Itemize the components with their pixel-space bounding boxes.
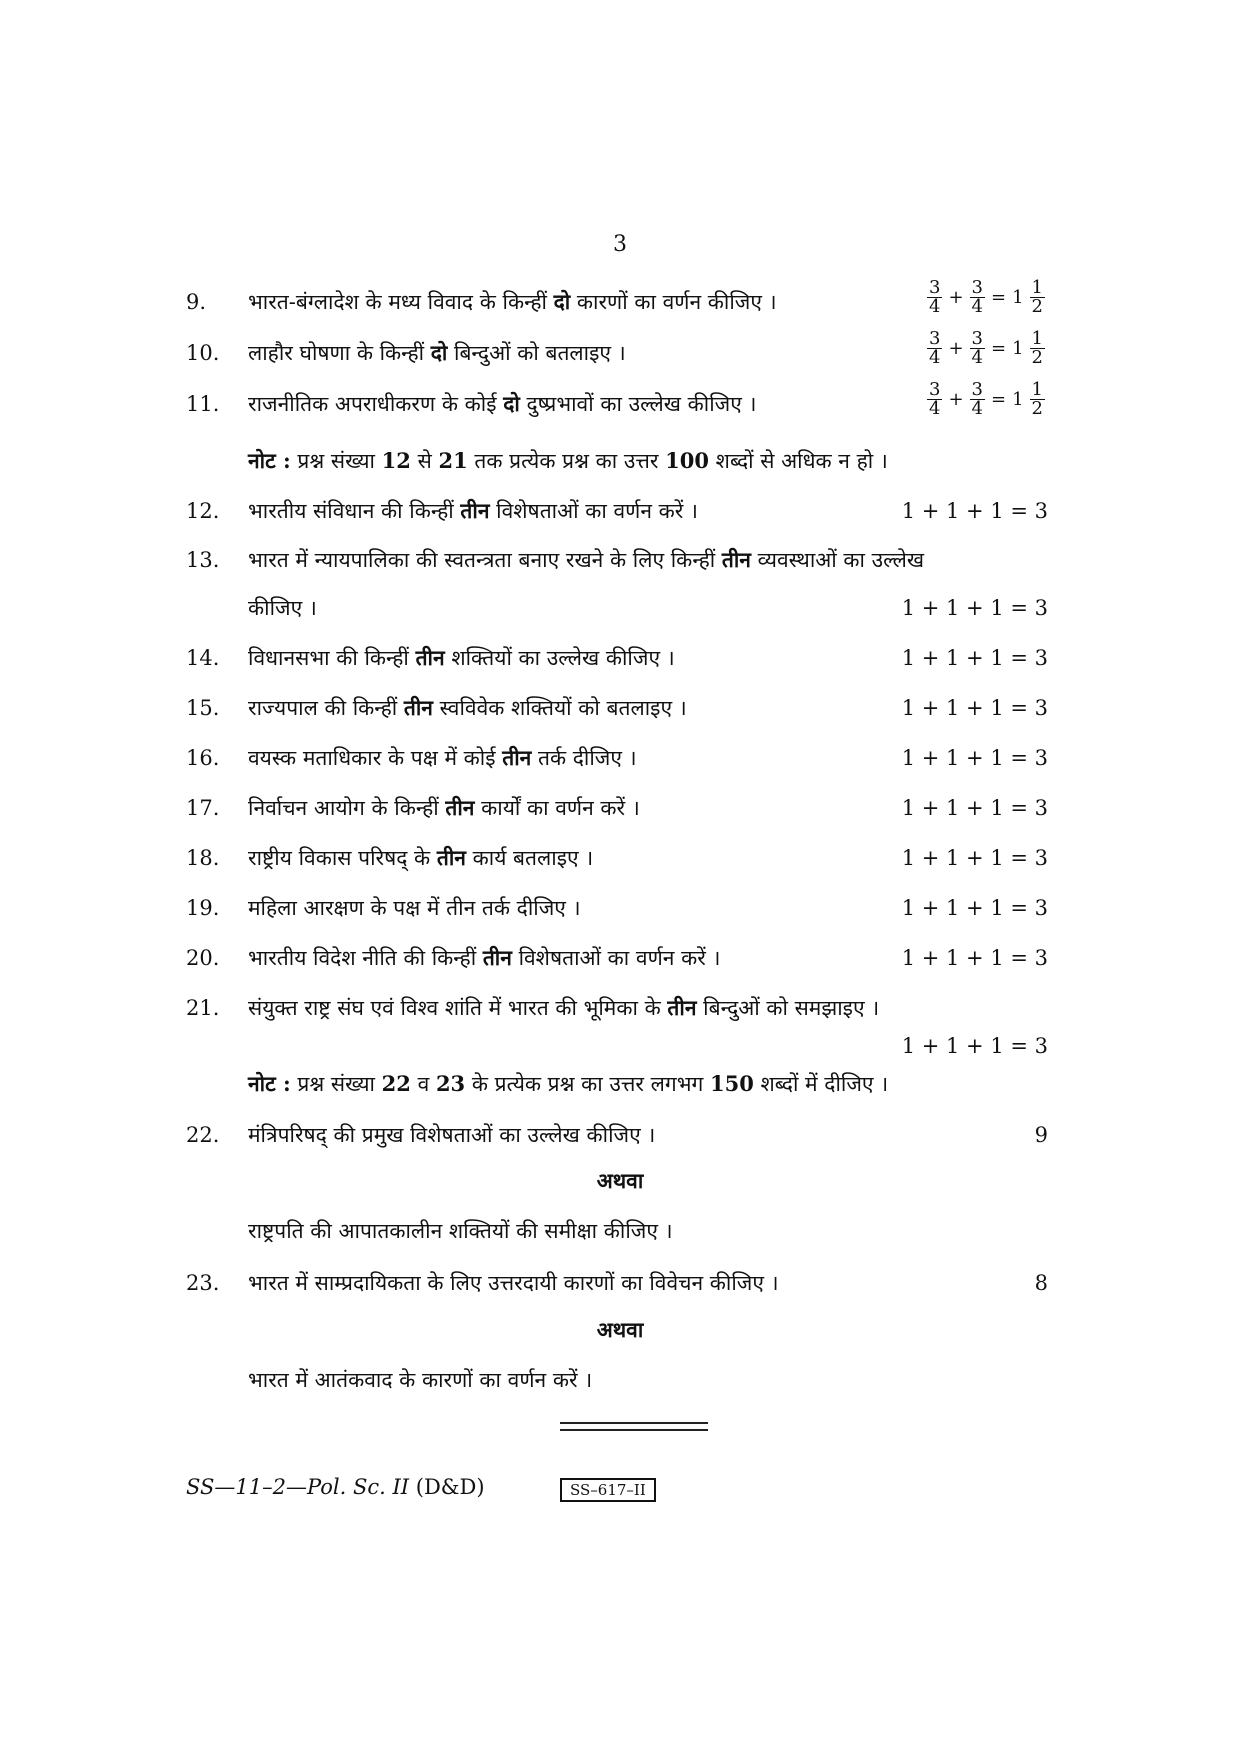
question-text: राष्ट्रीय विकास परिषद् के तीन कार्य बतलाइए । — [248, 845, 594, 870]
marks: 9 — [1034, 1123, 1048, 1147]
question-text-continued: कीजिए । — [248, 596, 317, 620]
question-number: 17. — [186, 796, 220, 820]
question-number: 18. — [186, 846, 220, 870]
question-number: 16. — [186, 746, 220, 770]
alternative-question: राष्ट्रपति की आपातकालीन शक्तियों की समीक्षा कीजिए । — [248, 1219, 673, 1243]
question-text: लाहौर घोषणा के किन्हीं दो बिन्दुओं को बतलाइए । — [248, 340, 626, 365]
or-label: अथवा — [596, 1317, 644, 1342]
end-divider — [560, 1422, 708, 1431]
question-text: राज्यपाल की किन्हीं तीन स्वविवेक शक्तियों को बतलाइए । — [248, 695, 687, 720]
marks: 1 + 1 + 1 = 3 — [901, 946, 1048, 970]
question-text: मंत्रिपरिषद् की प्रमुख विशेषताओं का उल्लेख कीजिए । — [248, 1123, 656, 1147]
marks: 1 + 1 + 1 = 3 — [901, 746, 1048, 770]
question-number: 13. — [186, 548, 220, 572]
question-text: भारत-बंग्लादेश के मध्य विवाद के किन्हीं दो कारणों का वर्णन कीजिए । — [248, 289, 777, 314]
question-text: भारतीय संविधान की किन्हीं तीन विशेषताओं का वर्णन करें । — [248, 498, 699, 523]
fraction-marks: $\frac{3}{4}$ + $\frac{3}{4}$ = 1 $\frac{1}{2}$ — [929, 277, 1043, 317]
fraction-marks: $\frac{3}{4}$ + $\frac{3}{4}$ = 1 $\frac{1}{2}$ — [929, 379, 1043, 419]
question-text: राजनीतिक अपराधीकरण के कोई दो दुष्प्रभावों का उल्लेख कीजिए । — [248, 391, 757, 416]
page-number: 3 — [613, 232, 627, 257]
question-number: 23. — [186, 1271, 220, 1295]
instruction-note-2: नोट : प्रश्न संख्या 22 व 23 के प्रत्येक प्रश्न का उत्तर लगभग 150 शब्दों में दीजिए । — [248, 1071, 889, 1096]
marks: 8 — [1034, 1271, 1048, 1295]
question-number: 20. — [186, 946, 220, 970]
fraction-marks: $\frac{3}{4}$ + $\frac{3}{4}$ = 1 $\frac{1}{2}$ — [929, 328, 1043, 368]
marks: 1 + 1 + 1 = 3 — [901, 1034, 1048, 1058]
marks: 1 + 1 + 1 = 3 — [901, 596, 1048, 620]
question-text: संयुक्त राष्ट्र संघ एवं विश्व शांति में भारत की भूमिका के तीन बिन्दुओं को समझाइए । — [248, 995, 880, 1020]
question-text: विधानसभा की किन्हीं तीन शक्तियों का उल्लेख कीजिए । — [248, 645, 675, 670]
question-text: भारत में न्यायपालिका की स्वतन्त्रता बनाए रखने के लिए किन्हीं तीन व्यवस्थाओं का उल्लेख — [248, 547, 925, 572]
marks: 1 + 1 + 1 = 3 — [901, 696, 1048, 720]
alternative-question: भारत में आतंकवाद के कारणों का वर्णन करें । — [248, 1368, 593, 1392]
marks: 1 + 1 + 1 = 3 — [901, 796, 1048, 820]
question-number: 19. — [186, 896, 220, 920]
marks: 1 + 1 + 1 = 3 — [901, 499, 1048, 523]
question-number: 11. — [186, 392, 220, 416]
question-number: 22. — [186, 1123, 220, 1147]
question-text: निर्वाचन आयोग के किन्हीं तीन कार्यों का वर्णन करें । — [248, 795, 640, 820]
question-number: 12. — [186, 499, 220, 523]
question-number: 10. — [186, 341, 220, 365]
marks: 1 + 1 + 1 = 3 — [901, 846, 1048, 870]
instruction-note-1: नोट : प्रश्न संख्या 12 से 21 तक प्रत्येक प्रश्न का उत्तर 100 शब्दों से अधिक न हो । — [248, 448, 888, 473]
paper-code-box: SS–617–II — [560, 1478, 656, 1502]
question-number: 9. — [186, 290, 207, 314]
question-number: 15. — [186, 696, 220, 720]
question-number: 14. — [186, 646, 220, 670]
question-text: वयस्क मताधिकार के पक्ष में कोई तीन तर्क दीजिए । — [248, 745, 637, 770]
marks: 1 + 1 + 1 = 3 — [901, 896, 1048, 920]
paper-code: SS—11–2—Pol. Sc. II (D&D) — [186, 1475, 485, 1499]
question-text: महिला आरक्षण के पक्ष में तीन तर्क दीजिए । — [248, 896, 581, 920]
question-text: भारतीय विदेश नीति की किन्हीं तीन विशेषताओं का वर्णन करें । — [248, 945, 721, 970]
marks: 1 + 1 + 1 = 3 — [901, 646, 1048, 670]
question-number: 21. — [186, 996, 220, 1020]
question-text: भारत में साम्प्रदायिकता के लिए उत्तरदायी कारणों का विवेचन कीजिए । — [248, 1271, 779, 1295]
or-label: अथवा — [596, 1168, 644, 1193]
